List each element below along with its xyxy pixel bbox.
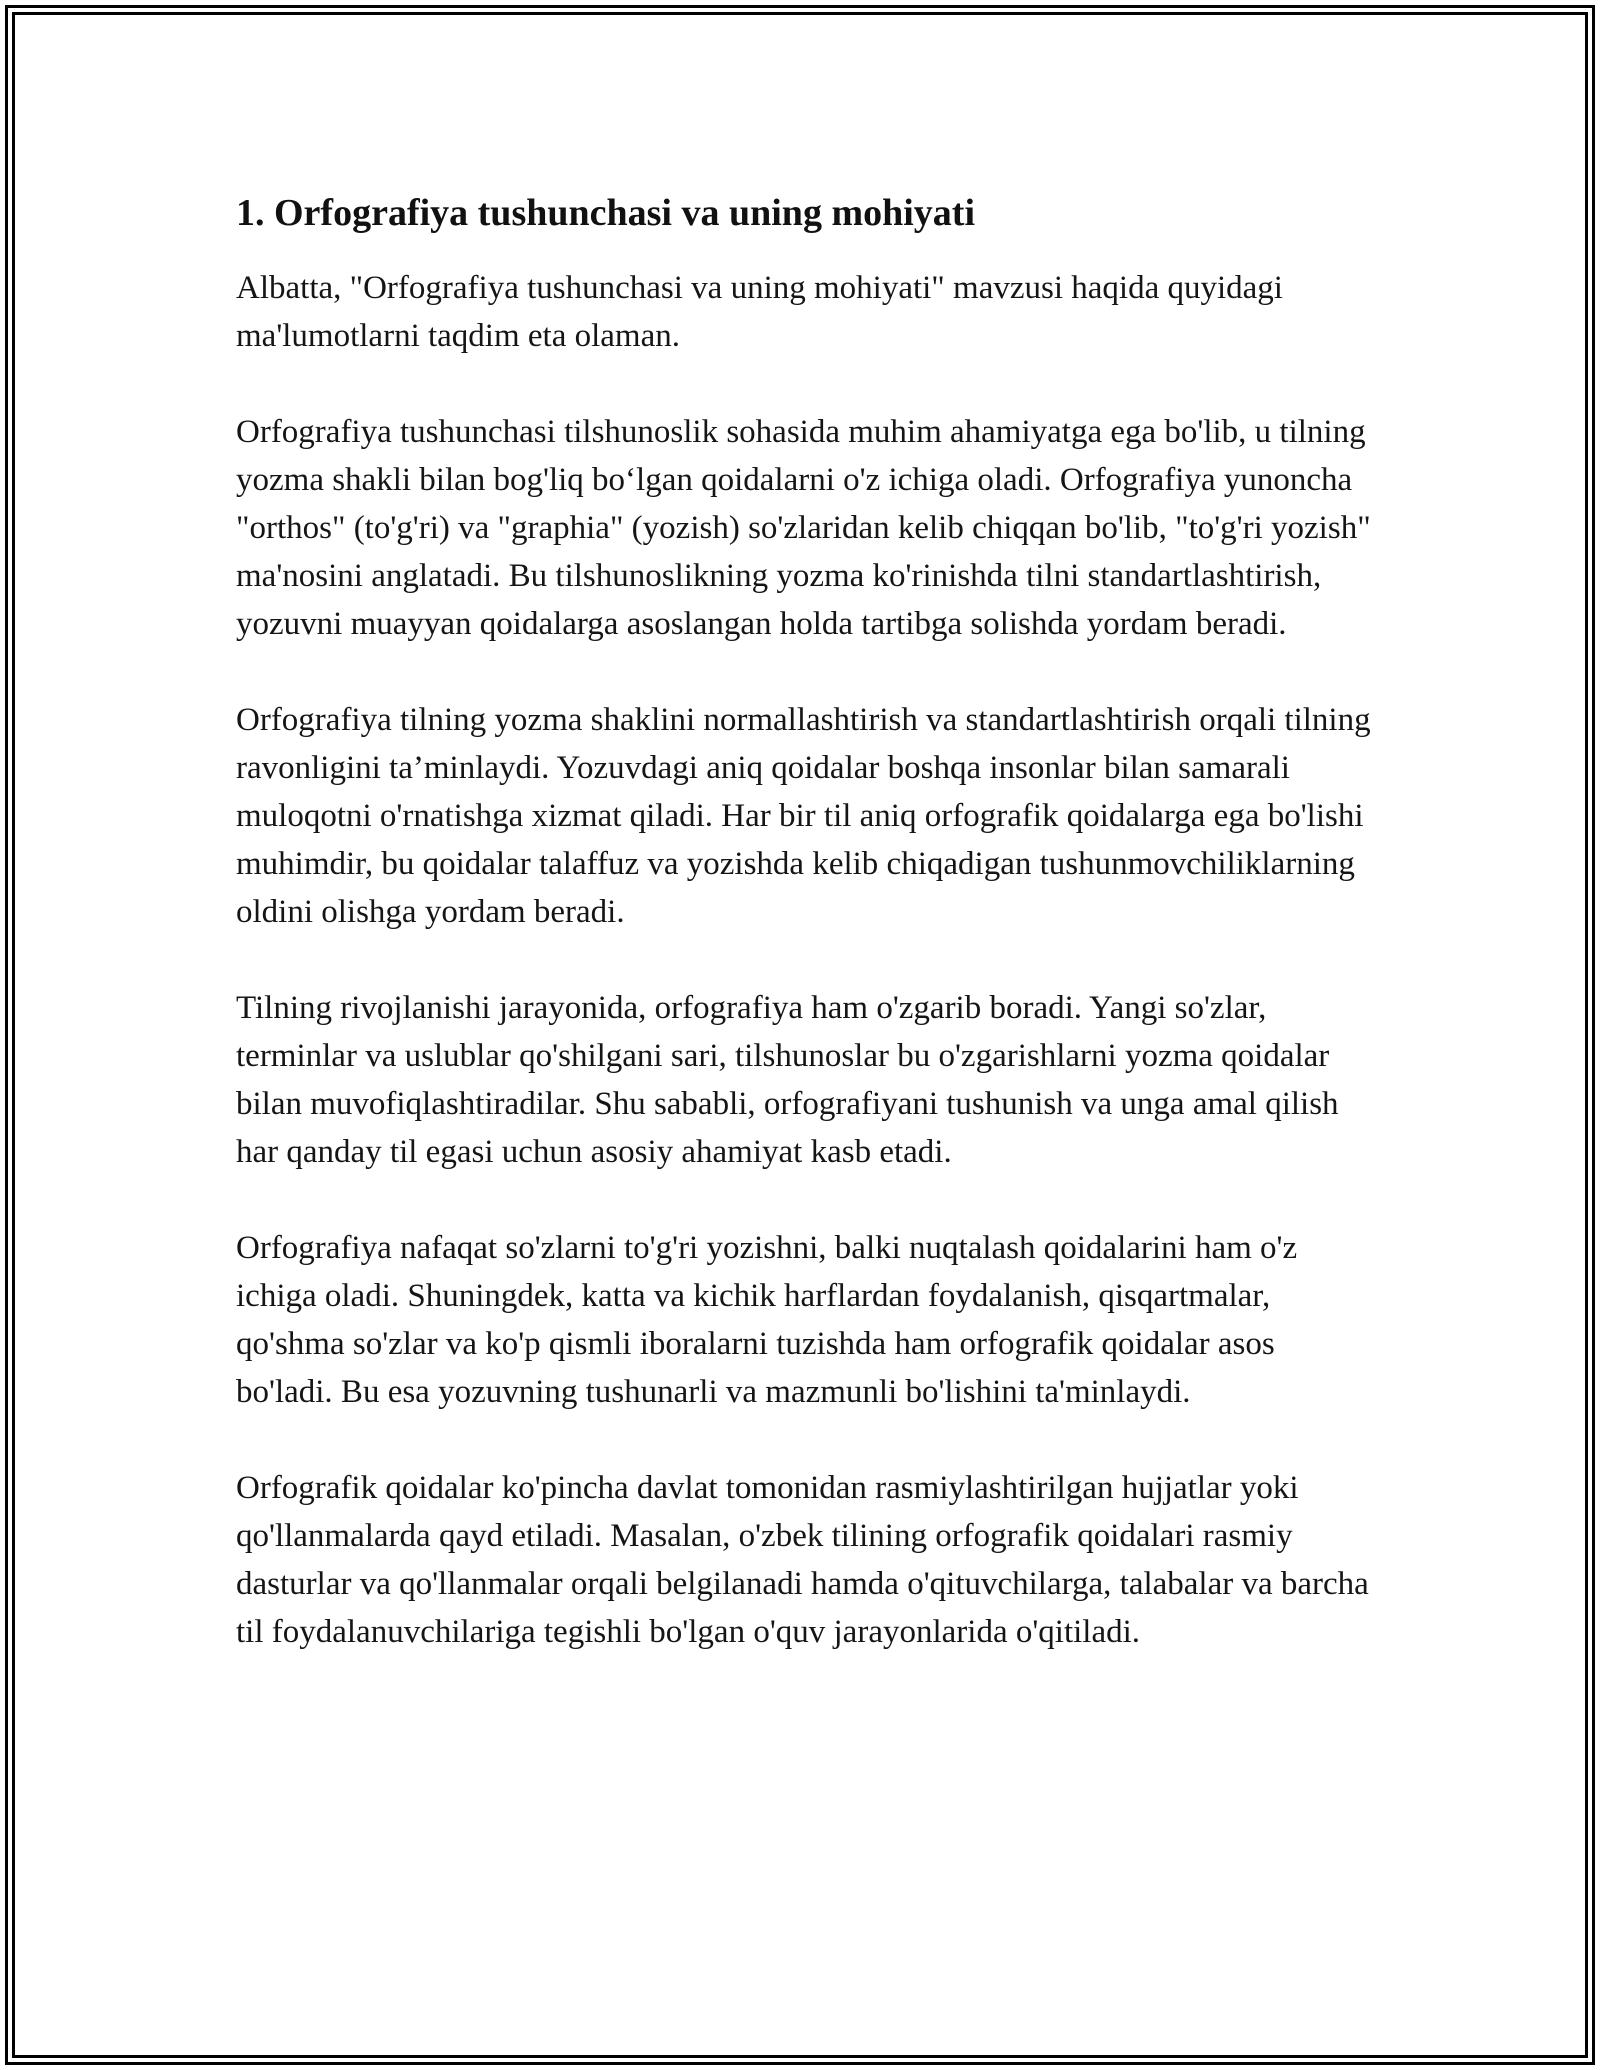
paragraph-standardization: Orfografiya tilning yozma shaklini normallashtirish va standartlashtirish orqali tilning ravonligini ta’minlaydi. Yozuvdagi aniq qoidalar boshqa insonlar bilan samarali muloqotni o'rnatishga xizmat qiladi. Har bir til aniq orfografik qoidalarga ega bo'lishi muhimdir, bu qoidalar talaffuz va yozishda kelib chiqadigan tushunmovchiliklarning oldini olishga yordam beradi. — [236, 702, 1371, 930]
document-title: 1. Orfografiya tushunchasi va uning mohiyati — [236, 192, 975, 234]
paragraph-evolution: Tilning rivojlanishi jarayonida, orfografiya ham o'zgarib boradi. Yangi so'zlar, terminlar va uslublar qo'shilgani sari, tilshunoslar bu o'zgarishlarni yozma qoidalar bilan muvofiqlashtiradilar. Shu sababli, orfografiyani tushunish va unga amal qilish har qanday til egasi uchun asosiy ahamiyat kasb etadi. — [236, 990, 1339, 1170]
paragraph-punctuation: Orfografiya nafaqat so'zlarni to'g'ri yozishni, balki nuqtalash qoidalarini ham o'z ichiga oladi. Shuningdek, katta va kichik harflardan foydalanish, qisqartmalar, qo'shma so'zlar va ko'p qismli iboralarni tuzishda ham orfografik qoidalar asos bo'ladi. Bu esa yozuvning tushunarli va mazmunli bo'lishini ta'minlaydi. — [236, 1230, 1298, 1410]
paragraph-official-rules: Orfografik qoidalar ko'pincha davlat tomonidan rasmiylashtirilgan hujjatlar yoki qo'llanmalarda qayd etiladi. Masalan, o'zbek tilining orfografik qoidalari rasmiy dasturlar va qo'llanmalar orqali belgilanadi hamda o'qituvchilarga, talabalar va barcha til foydalanuvchilariga tegishli bo'lgan o'quv jarayonlarida o'qitiladi. — [236, 1470, 1369, 1650]
paragraph-definition: Orfografiya tushunchasi tilshunoslik sohasida muhim ahamiyatga ega bo'lib, u tilning yozma shakli bilan bog'liq bo‘lgan qoidalarni o'z ichiga oladi. Orfografiya yunoncha "orthos" (to'g'ri) va "graphia" (yozish) so'zlaridan kelib chiqqan bo'lib, "to'g'ri yozish" ma'nosini anglatadi. Bu tilshunoslikning yozma ko'rinishda tilni standartlashtirish, yozuvni muayyan qoidalarga asoslangan holda tartibga solishda yordam beradi. — [236, 414, 1371, 642]
document-body — [236, 186, 1376, 1704]
paragraph-intro: Albatta, "Orfografiya tushunchasi va uning mohiyati" mavzusi haqida quyidagi ma'lumotlarni taqdim eta olaman. — [236, 270, 1283, 354]
